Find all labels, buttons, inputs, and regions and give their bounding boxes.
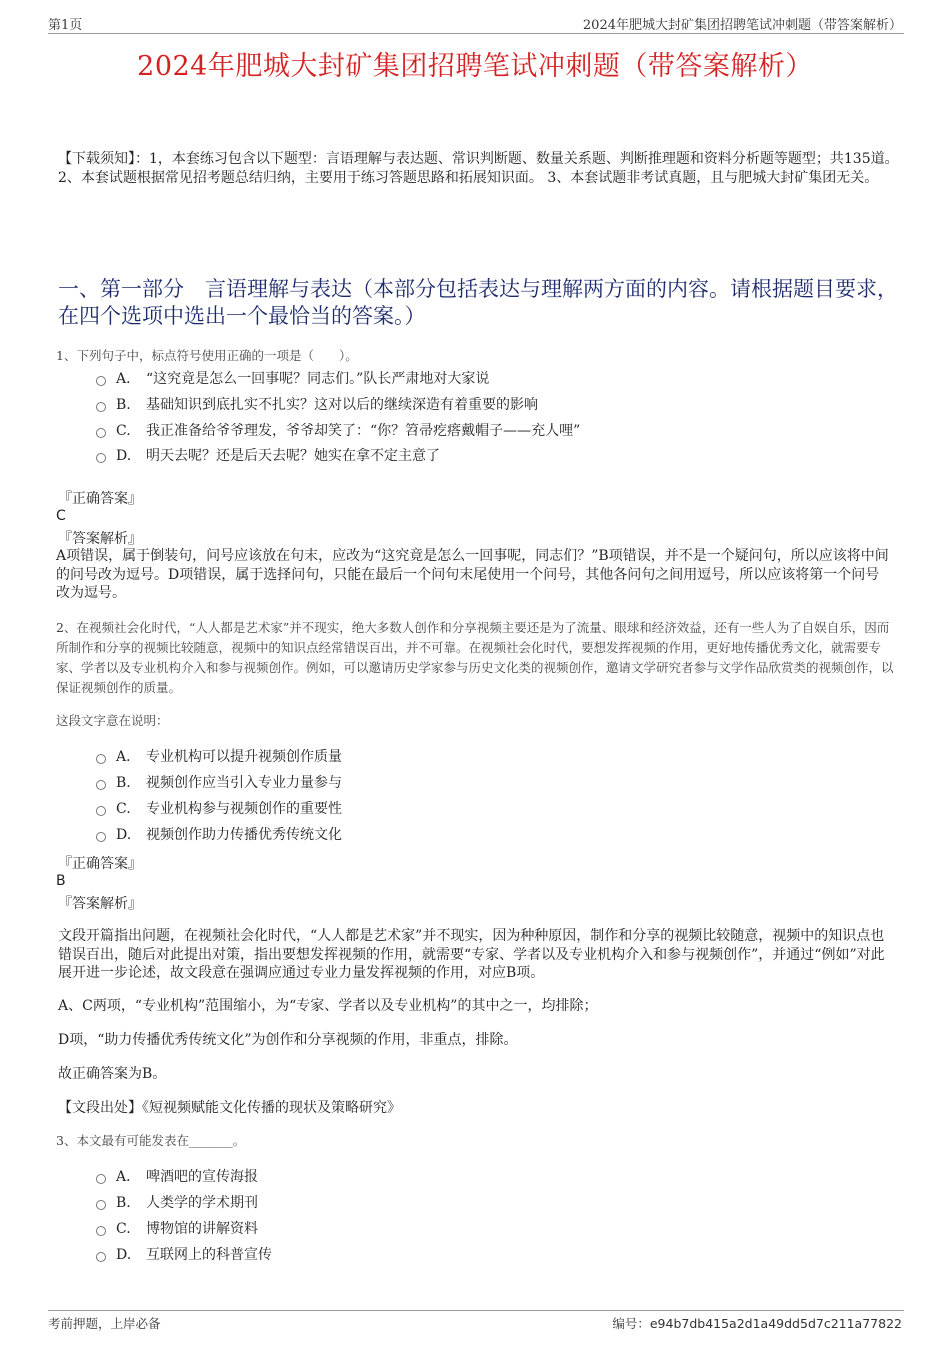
question-2-answer-label: 『正确答案』 bbox=[58, 856, 142, 872]
footer-code-label: 编号： bbox=[612, 1316, 650, 1331]
question-1-option-a[interactable]: A． “这究竟是怎么一回事呢？同志们。”队长严肃地对大家说 bbox=[96, 369, 489, 389]
radio-icon[interactable] bbox=[96, 1226, 106, 1236]
question-1-answer-label: 『正确答案』 bbox=[58, 491, 142, 507]
radio-icon[interactable] bbox=[96, 376, 106, 386]
question-2-source: 【文段出处】《短视频赋能文化传播的现状及策略研究》 bbox=[58, 1100, 401, 1116]
radio-icon[interactable] bbox=[96, 453, 106, 463]
footer-code-value: e94b7db415a2d1a49dd5d7c211a77822 bbox=[649, 1316, 902, 1331]
question-3-option-b[interactable]: B. 人类学的学术期刊 bbox=[96, 1193, 258, 1213]
page-number: 第1页 bbox=[48, 18, 83, 33]
question-3-option-a[interactable]: A． 啤酒吧的宣传海报 bbox=[96, 1167, 258, 1187]
radio-icon[interactable] bbox=[96, 1174, 106, 1184]
question-2-answer: B bbox=[56, 873, 66, 889]
footer-slogan: 考前押题，上岸必备 bbox=[48, 1316, 161, 1331]
question-2-prompt: 这段文字意在说明： bbox=[56, 713, 169, 728]
question-3-option-c[interactable]: C. 博物馆的讲解资料 bbox=[96, 1219, 258, 1239]
radio-icon[interactable] bbox=[96, 402, 106, 412]
question-2-analysis: 文段开篇指出问题，在视频社会化时代，“人人都是艺术家”并不现实，因为种种原因，制作和分享的视频比较随意，视频中的知识点也错误百出，随后对此提出对策，指出要想发挥视频的作用，就需要“专家、学者以及专业机构介入和参与视频创作”，并通过“例如”对此展开进一步论述，故文段意在强调应通过专业力量发挥视频的作用，对应B项。 bbox=[58, 928, 885, 981]
question-1-analysis-label: 『答案解析』 bbox=[58, 531, 142, 547]
question-2-option-a[interactable]: A． 专业机构可以提升视频创作质量 bbox=[96, 747, 342, 767]
question-3-option-d[interactable]: D. 互联网上的科普宣传 bbox=[96, 1245, 272, 1265]
download-notice: 【下载须知】：1，本套练习包含以下题型：言语理解与表达题、常识判断题、数量关系题、判断推理题和资料分析题等题型；共135道。 2、本套试题根据常见招考题总结归纳，主要用于练习答题思路和拓展知识面。 3、本套试题非考试真题，且与肥城大封矿集团无关。 bbox=[58, 151, 899, 186]
question-2-analysis-label: 『答案解析』 bbox=[58, 896, 142, 912]
header-divider bbox=[48, 33, 904, 34]
question-2-option-d[interactable]: D. 视频创作助力传播优秀传统文化 bbox=[96, 825, 342, 845]
question-2-conclusion: 故正确答案为B。 bbox=[58, 1066, 167, 1082]
question-1-analysis: A项错误，属于倒装句，问号应该放在句末，应改为“这究竟是怎么一回事呢，同志们？”B项错误，并不是一个疑问句，所以应该将中间的问号改为逗号。D项错误，属于选择问句，只能在最后一个问句末尾使用一个问号，其他各问句之间用逗号，所以应该将第一个问号改为逗号。 bbox=[56, 548, 889, 601]
question-2-analysis-d: D项，“助力传播优秀传统文化”为创作和分享视频的作用，非重点，排除。 bbox=[58, 1032, 518, 1048]
question-1-option-d[interactable]: D. 明天去呢？还是后天去呢？她实在拿不定主意了 bbox=[96, 446, 440, 466]
header-doc-title: 2024年肥城大封矿集团招聘笔试冲刺题（带答案解析） bbox=[582, 18, 902, 33]
question-1-option-c[interactable]: C. 我正准备给爷爷理发，爷爷却笑了：“你？笤帚疙瘩戴帽子——充人哩” bbox=[96, 421, 580, 441]
question-2-stem: 2、在视频社会化时代，“人人都是艺术家”并不现实，绝大多数人创作和分享视频主要还是为了流量、眼球和经济效益，还有一些人为了自娱自乐，因而所制作和分享的视频比较随意，视频中的知识点经常错误百出，并不可靠。在视频社会化时代，要想发挥视频的作用，更好地传播优秀文化，就需要专家、学者以及专业机构介入和参与视频创作。例如，可以邀请历史学家参与历史文化类的视频创作，邀请文学研究者参与文学作品欣赏类的视频创作，以保证视频创作的质量。 bbox=[56, 620, 894, 695]
question-1-answer: C bbox=[56, 508, 66, 524]
radio-icon[interactable] bbox=[96, 780, 106, 790]
radio-icon[interactable] bbox=[96, 806, 106, 816]
radio-icon[interactable] bbox=[96, 428, 106, 438]
question-2-analysis-ac: A、C两项，“专业机构”范围缩小，为“专家、学者以及专业机构”的其中之一，均排除； bbox=[58, 998, 598, 1014]
radio-icon[interactable] bbox=[96, 1252, 106, 1262]
question-2-option-b[interactable]: B. 视频创作应当引入专业力量参与 bbox=[96, 773, 342, 793]
document-title: 2024年肥城大封矿集团招聘笔试冲刺题（带答案解析） bbox=[137, 51, 813, 82]
section-title: 一、第一部分 言语理解与表达（本部分包括表达与理解两方面的内容。请根据题目要求，在四个选项中选出一个最恰当的答案。） bbox=[58, 277, 898, 328]
footer-divider bbox=[48, 1310, 904, 1311]
radio-icon[interactable] bbox=[96, 754, 106, 764]
question-1-option-b[interactable]: B. 基础知识到底扎实不扎实？这对以后的继续深造有着重要的影响 bbox=[96, 395, 538, 415]
radio-icon[interactable] bbox=[96, 832, 106, 842]
question-1-stem: 1、下列句子中，标点符号使用正确的一项是（ ）。 bbox=[56, 348, 358, 363]
radio-icon[interactable] bbox=[96, 1200, 106, 1210]
question-2-option-c[interactable]: C. 专业机构参与视频创作的重要性 bbox=[96, 799, 342, 819]
question-3-stem: 3、本文最有可能发表在_______。 bbox=[56, 1133, 246, 1148]
footer-code bbox=[612, 1314, 902, 1332]
